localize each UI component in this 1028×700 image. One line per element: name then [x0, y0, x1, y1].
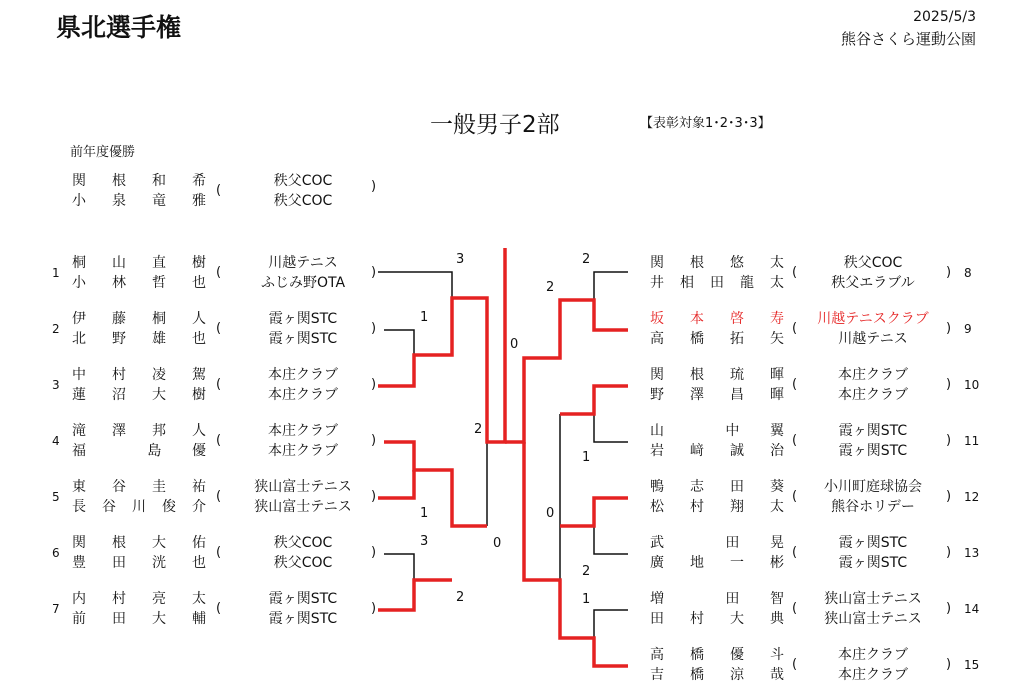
name-char: 山 — [112, 255, 126, 271]
name-char: 太 — [770, 275, 784, 291]
name-char: 田 — [112, 611, 126, 627]
open-paren: ( — [792, 601, 798, 616]
open-paren: ( — [216, 377, 222, 392]
name-char: 福 — [72, 443, 86, 459]
seed-number: 7 — [52, 602, 60, 616]
name-char: 豊 — [72, 555, 86, 571]
name-char: 龍 — [740, 275, 754, 291]
name-char: 松 — [650, 499, 664, 515]
close-paren: ) — [371, 601, 377, 616]
name-char: 田 — [112, 555, 126, 571]
name-char: 中 — [725, 423, 740, 439]
name-char: 谷 — [112, 479, 126, 495]
name-char: 寿 — [770, 311, 784, 327]
name-char: 邦 — [152, 423, 166, 439]
score-label: 3 — [420, 534, 429, 549]
open-paren: ( — [216, 545, 222, 560]
seed-number: 4 — [52, 434, 60, 448]
club-name: 本庄クラブ — [838, 667, 908, 683]
club-name: 狭山富士テニス — [824, 591, 922, 607]
name-char: 村 — [112, 367, 126, 383]
name-char: 村 — [690, 611, 704, 627]
seed-number: 3 — [52, 378, 60, 392]
close-paren: ) — [371, 179, 377, 194]
close-paren: ) — [946, 321, 952, 336]
seed-number: 12 — [964, 490, 980, 504]
close-paren: ) — [371, 545, 377, 560]
close-paren: ) — [371, 433, 377, 448]
name-char: 啓 — [730, 311, 744, 327]
name-char: 北 — [72, 331, 86, 347]
name-char: 斗 — [770, 647, 784, 663]
score-label: 1 — [582, 450, 591, 465]
name-char: 山 — [650, 423, 664, 439]
open-paren: ( — [216, 489, 222, 504]
name-char: 田 — [725, 535, 740, 551]
close-paren: ) — [371, 321, 377, 336]
name-char: 蓮 — [72, 387, 86, 403]
name-char: 佑 — [192, 535, 206, 551]
club-name: 狭山富士テニス — [254, 499, 352, 515]
open-paren: ( — [792, 377, 798, 392]
name-char: 澤 — [690, 387, 704, 403]
name-char: 樹 — [192, 387, 206, 403]
name-char: 井 — [650, 275, 664, 291]
name-char: 林 — [112, 275, 126, 291]
name-char: 志 — [690, 479, 704, 495]
name-char: 涼 — [730, 667, 744, 683]
name-char: 暉 — [770, 387, 784, 403]
open-paren: ( — [216, 601, 222, 616]
name-char: 田 — [730, 479, 744, 495]
score-label: 2 — [582, 252, 591, 267]
club-name: 熊谷ホリデー — [831, 499, 915, 515]
name-char: 介 — [192, 499, 206, 515]
open-paren: ( — [216, 265, 222, 280]
name-char: 東 — [72, 479, 86, 495]
close-paren: ) — [371, 377, 377, 392]
score-label: 0 — [546, 506, 555, 521]
name-char: 小 — [72, 275, 86, 291]
score-label: 1 — [420, 310, 429, 325]
name-char: 太 — [770, 255, 784, 271]
seed-number: 15 — [964, 658, 980, 672]
name-char: 根 — [690, 367, 704, 383]
club-name: 川越テニス — [268, 255, 338, 271]
name-char: 谷 — [102, 499, 116, 515]
name-char: 橋 — [690, 667, 704, 683]
name-char: 高 — [650, 647, 664, 663]
close-paren: ) — [946, 433, 952, 448]
name-char: 矢 — [770, 331, 784, 347]
name-char: 村 — [690, 499, 704, 515]
club-name: 霞ヶ関STC — [838, 423, 908, 439]
name-char: 悠 — [730, 255, 744, 271]
name-char: 橋 — [690, 647, 704, 663]
seed-number: 5 — [52, 490, 60, 504]
club-name: 秩父エラブル — [831, 275, 915, 291]
name-char: 高 — [650, 331, 664, 347]
name-char: 直 — [152, 255, 166, 271]
club-name: 秩父COC — [843, 255, 903, 271]
name-char: 圭 — [152, 479, 166, 495]
open-paren: ( — [216, 433, 222, 448]
name-char: 野 — [650, 387, 664, 403]
seed-number: 8 — [964, 266, 972, 280]
open-paren: ( — [216, 321, 222, 336]
name-char: 智 — [769, 591, 784, 607]
close-paren: ) — [946, 601, 952, 616]
name-char: 武 — [650, 535, 664, 551]
name-char: 滝 — [72, 423, 86, 439]
name-char: 根 — [690, 255, 704, 271]
name-char: 輔 — [192, 611, 206, 627]
name-char: 優 — [191, 443, 206, 459]
name-char: 琉 — [730, 367, 744, 383]
name-char: 典 — [770, 611, 784, 627]
seed-number: 14 — [964, 602, 980, 616]
name-char: 長 — [72, 499, 86, 515]
score-label: 2 — [474, 422, 483, 437]
event-date: 2025/5/3 — [913, 9, 976, 25]
seed-number: 9 — [964, 322, 972, 336]
name-char: 太 — [770, 499, 784, 515]
club-name: 霞ヶ関STC — [268, 331, 338, 347]
event-name: 一般男子2部 — [430, 112, 560, 138]
name-char: 本 — [690, 311, 704, 327]
name-char: 藤 — [112, 311, 126, 327]
score-label: 0 — [493, 536, 502, 551]
name-char: 野 — [112, 331, 126, 347]
club-name: 霞ヶ関STC — [838, 535, 908, 551]
name-char: 前 — [72, 611, 86, 627]
name-char: 関 — [650, 255, 664, 271]
club-name: 本庄クラブ — [268, 387, 338, 403]
open-paren: ( — [792, 545, 798, 560]
name-char: 坂 — [650, 311, 664, 327]
seed-number: 11 — [964, 434, 980, 448]
name-char: 昌 — [730, 387, 744, 403]
name-char: 人 — [192, 423, 206, 439]
club-name: 霞ヶ関STC — [838, 555, 908, 571]
name-char: 沼 — [112, 387, 126, 403]
name-char: 誠 — [730, 443, 744, 459]
club-name: 本庄クラブ — [268, 367, 338, 383]
name-char: 也 — [192, 555, 206, 571]
name-char: 也 — [192, 275, 206, 291]
seed-number: 13 — [964, 546, 980, 560]
club-name: 霞ヶ関STC — [838, 443, 908, 459]
close-paren: ) — [946, 545, 952, 560]
name-char: 雄 — [152, 331, 166, 347]
name-char: 洸 — [152, 555, 166, 571]
club-name: 霞ヶ関STC — [268, 591, 338, 607]
name-char: 内 — [72, 591, 86, 607]
name-char: 関 — [650, 367, 664, 383]
seed-number: 6 — [52, 546, 60, 560]
name-char: 竜 — [152, 193, 166, 209]
name-char: 拓 — [730, 331, 744, 347]
name-char: 太 — [192, 591, 206, 607]
name-char: 大 — [152, 611, 166, 627]
previous-winner-label: 前年度優勝 — [70, 145, 136, 160]
open-paren: ( — [792, 321, 798, 336]
name-char: 和 — [152, 173, 166, 189]
score-label: 2 — [456, 590, 465, 605]
name-char: 川 — [132, 499, 146, 515]
club-name: 本庄クラブ — [838, 647, 908, 663]
score-label: 1 — [582, 592, 591, 607]
name-char: 亮 — [152, 591, 166, 607]
name-char: 治 — [770, 443, 784, 459]
club-name: 狭山富士テニス — [824, 611, 922, 627]
club-name: 秩父COC — [273, 555, 333, 571]
name-char: 増 — [650, 591, 664, 607]
score-label: 1 — [420, 506, 429, 521]
name-char: 鴨 — [650, 479, 664, 495]
name-char: 雅 — [192, 193, 206, 209]
close-paren: ) — [371, 265, 377, 280]
name-char: 田 — [710, 275, 724, 291]
name-char: 地 — [690, 555, 704, 571]
club-name: 秩父COC — [273, 193, 333, 209]
close-paren: ) — [946, 489, 952, 504]
score-label: 0 — [510, 337, 519, 352]
club-name: 本庄クラブ — [838, 387, 908, 403]
open-paren: ( — [792, 433, 798, 448]
name-char: 彬 — [770, 555, 784, 571]
club-name: 霞ヶ関STC — [268, 611, 338, 627]
club-name: 本庄クラブ — [268, 423, 338, 439]
club-name: 小川町庭球協会 — [824, 479, 922, 495]
close-paren: ) — [946, 265, 952, 280]
seed-number: 10 — [964, 378, 980, 392]
club-name: 秩父COC — [273, 173, 333, 189]
club-name: 本庄クラブ — [838, 367, 908, 383]
name-char: 岩 — [650, 443, 664, 459]
name-char: 優 — [730, 647, 744, 663]
close-paren: ) — [946, 657, 952, 672]
name-char: 澤 — [112, 423, 126, 439]
close-paren: ) — [371, 489, 377, 504]
club-name: 本庄クラブ — [268, 443, 338, 459]
name-char: 俊 — [162, 499, 176, 515]
award-note: 【表彰対象1･2･3･3】 — [640, 116, 771, 131]
name-char: 樹 — [192, 255, 206, 271]
name-char: 根 — [112, 173, 126, 189]
open-paren: ( — [216, 183, 222, 198]
name-char: 希 — [192, 173, 206, 189]
club-name: 狭山富士テニス — [254, 479, 352, 495]
name-char: 暉 — [770, 367, 784, 383]
name-char: 也 — [192, 331, 206, 347]
open-paren: ( — [792, 265, 798, 280]
name-char: 桐 — [72, 255, 86, 271]
name-char: 哲 — [152, 275, 166, 291]
name-char: 吉 — [650, 667, 664, 683]
name-char: 祐 — [192, 479, 206, 495]
name-char: 田 — [650, 611, 664, 627]
club-name: 川越テニスクラブ — [817, 311, 929, 327]
name-char: 伊 — [72, 311, 86, 327]
name-char: 村 — [112, 591, 126, 607]
score-label: 2 — [582, 564, 591, 579]
open-paren: ( — [792, 489, 798, 504]
name-char: 一 — [730, 555, 744, 571]
seed-number: 2 — [52, 322, 60, 336]
name-char: 桐 — [152, 311, 166, 327]
name-char: 翔 — [730, 499, 744, 515]
club-name: 川越テニス — [838, 331, 908, 347]
name-char: 根 — [112, 535, 126, 551]
name-char: 相 — [680, 275, 694, 291]
score-label: 2 — [546, 280, 555, 295]
name-char: 葵 — [770, 479, 784, 495]
name-char: 翼 — [769, 423, 784, 439]
name-char: 大 — [730, 611, 744, 627]
bracket-red-lines — [378, 248, 628, 666]
name-char: 哉 — [770, 667, 784, 683]
name-char: 人 — [192, 311, 206, 327]
name-char: 中 — [72, 367, 86, 383]
name-char: 関 — [72, 535, 86, 551]
name-char: 駕 — [192, 367, 206, 383]
name-char: 橋 — [690, 331, 704, 347]
name-char: 大 — [152, 387, 166, 403]
name-char: 田 — [725, 591, 740, 607]
name-char: 凌 — [152, 367, 166, 383]
open-paren: ( — [792, 657, 798, 672]
score-label: 3 — [456, 252, 465, 267]
name-char: 廣 — [650, 555, 664, 571]
club-name: 秩父COC — [273, 535, 333, 551]
name-char: 大 — [152, 535, 166, 551]
tournament-title: 県北選手権 — [56, 13, 182, 42]
name-char: 﨑 — [690, 443, 704, 459]
name-char: 泉 — [112, 193, 126, 209]
event-venue: 熊谷さくら運動公園 — [840, 30, 976, 48]
name-char: 晃 — [769, 535, 784, 551]
seed-number: 1 — [52, 266, 60, 280]
club-name: ふじみ野OTA — [260, 275, 346, 291]
close-paren: ) — [946, 377, 952, 392]
name-char: 島 — [147, 443, 162, 459]
name-char: 小 — [72, 193, 86, 209]
club-name: 霞ヶ関STC — [268, 311, 338, 327]
name-char: 関 — [72, 173, 86, 189]
